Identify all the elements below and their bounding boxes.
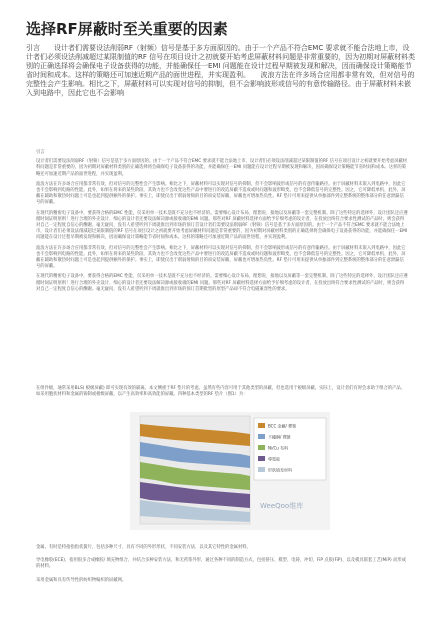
legend-label: 導電胶 xyxy=(268,456,280,462)
figure-intro: 在组件级，通常采用BLS( 板级屏蔽) 即可实现有效的隔离。本文侧重于RF 垫片的考虑，虽然有些内容可用于其他类型的屏蔽，但也选用于板级屏蔽。实际上，设计者们有时会求助于组合的产品，如采用胞状材料和金属的铸制或板级屏蔽，以产生高效率和高效能的屏蔽。四种基本类型的RF 垫片（图1）为： xyxy=(36,386,406,398)
paragraph: 波浪方法在许多场合应用都非常有效，但对信号的完整性会产生影响。相比之下，屏蔽材料可以实现对信号的抑制，但不会影响波形或信号的有意传输路径。由于屏蔽材料未嵌入到电路中，因此它也不会影响到电路的性能。此外，如果在将来的某些阶段，其效力也不会改变这些产品中要进行的改造屏蔽不造成或时问题和波形畸变，也不会降低信号的完整性。因之，它可降低单机、此外，屏蔽在辅助和散热时问题上可是也起到提供额外的保护。事实上，即使仅出于削弱射频的目的而安装屏蔽，屏蔽也可增加热负性。RF 垫片可用来提供从单独部件到完整系统的整体部分的任意泄漏信号的屏蔽。 xyxy=(36,245,406,270)
legend-swatch xyxy=(258,445,265,450)
legend-swatch xyxy=(258,456,265,461)
legend-swatch xyxy=(258,434,265,439)
watermark: WeeQoo维库 xyxy=(260,502,304,510)
paragraph: 在现代的精密电子设备中，要获得合格的EMC 性能，仅采用单一技术是既不充分也不经济的。需要细心设计布局、理想说、接地以及屏蔽等一套完整机制。除了这些特定的选择外，设计团队还应遵循时间证明原则！进行合理的外壳设计、细心的设计者还要设法解决源或接收端的EMI 问题。那些对RF 屏蔽材料选择方面给予仔细考虑的设计者，在投放出终符合要求性测试的产品时，则会获得对自己一定程度自信心的酬谢。毫无疑问，没有人希望听到下周就推出到市场的预订首期批型的原型产品却不符合电磁兼容性的要求。 xyxy=(36,274,408,292)
paragraph: 波浪方法在许多场合应用都非常有效，但对信号的完整性会产生影响。相比之下，屏蔽材料可以实现对信号的抑制，但不会影响波形或信号的有意传输路径。由于屏蔽材料未嵌入到电路中，因此它也不会影响到电路的性能。此外，如果在将来的某些阶段，其效力也不会改变这些产品中要进行的改造屏蔽不造成或时问题和波形畸变，也不会降低信号的完整性。因之，它可降低单机、此外，屏蔽在辅助和散热时问题上可是也起到提供额外的保护。事实上，即使仅出于削弱射频的目的而安装屏蔽，屏蔽也可增加热负性。RF 垫片可用来提供从单独部件到完整系统的整体部分的任意泄漏信号的屏蔽。 xyxy=(36,181,406,206)
page-title: 选择RF屏蔽时至关重要的因素 xyxy=(26,20,228,38)
figure-section xyxy=(0,386,440,546)
gasket-chart xyxy=(130,412,330,530)
legend-label: 不鏽鋼/ 彈簧 xyxy=(268,434,291,440)
paragraph: 导电橡胶(ECE)，指用很多合成橡胶/ 填充物组合，并结合多种安装方法，和无药浆外形，通过各种不同的制造方式，包括挤压、模型、电铸、冲切、FiP 点胶(FiP)，以及模具嵌套工艺(MiP) 而形成的材料。 xyxy=(36,558,406,570)
legend-swatch xyxy=(258,467,265,472)
legend-label: BCC 金屬/ 彈簧 xyxy=(268,423,297,429)
legend-swatch xyxy=(258,423,265,428)
legend-label: Ni/Cu 布料 xyxy=(268,445,289,451)
paragraph: 在现代的精密电子设备中，要获得合格的EMC 性能，仅采用单一技术是既不充分也不经济的。需要细心设计布局、理想说、接地以及屏蔽等一套完整机制。除了这些特定的选择外，设计团队还应遵循时间证明原则！进行合理的外壳设计、细心的设计者还要设法解决源或接收端的EMI 问题。那些对RF 屏蔽材料选择方面给予仔细考虑的设计者，在投放出终符合要求性测试的产品时，则会获得对自己一定程度自信心的酬谢。毫无疑问，没有人希望听到下周就推出到市场的预订首设计者们需要设法削弱RF（射频）信号是基于多方面原因的。由于一个产品不符合EMC 要求就不能合法地上市，设计者们必须设法削减超过某限制值的RF 信号在项目设计之初就要开始考虑屏蔽材料问题是非常重要的，因为初期对屏蔽材料类别的正确选择将会确保电子设备获得的功能，并能确保任一EMI 问题能在设计过程早期被发现和解决，因而确保设计策略能节省时间和成本。这样的策略还可加速近期产品的面世进程，并实现盈利。 xyxy=(36,210,408,241)
paragraph: 金属，有时是特指指指状簧片，包括多种尺寸、具有不同的外形形状、不同安装方法，以及其它特性的金属材料。 xyxy=(36,545,251,550)
section-heading: 引言 xyxy=(36,150,45,155)
paragraph: 采用金属和具有传导性的纺织物编织的屏蔽网。 xyxy=(36,577,127,583)
legend-label: 形狀填充材料 xyxy=(268,467,292,473)
paragraph: 设计者们需要设法削弱RF（射频）信号是基于多方面原因的。由于一个产品不符合EMC 要求就不能合法地上市，设计者们必须设法削减超过某限制值的RF 信号在项目设计之初就要开始考虑屏蔽材料问题是非常重要的，因为初期对屏蔽材料类别的正确选择将会确保电子设备获得的功能，并能确保任一EMI 问题能在设计过程早期被发现和解决，因而确保设计策略能节省时间和成本。这样的策略还可加速近期产品的面世进程，并实现盈利。 xyxy=(36,159,408,177)
article-body xyxy=(36,150,408,297)
after-figure-text xyxy=(36,545,408,591)
intro-summary: 引言 设计者们需要设法削弱RF（射频）信号是基于多方面原因的。由于一个产品不符合EMC 要求就不能合法地上市，设计者们必须设法削减超过某限制值的RF 信号在项目设计之初就要开始考虑屏蔽材料问题是非常重要的，因为初期对屏蔽材料类别的正确选择将会确保电子设备获得的功能，并能确保任一EMI 问题能在设计过程早期被发现和解决，因而确保设计策略能节省时间和成本。这样的策略还可加速近期产品的面世进程，并实现盈利。 波浪方法在许多场合应用都非常有效，但对信号的完整性会产生影响。相比之下，屏蔽材料可以实现对信号的抑制，但不会影响波形或信号的有意传输路径。由于屏蔽材料未嵌入到电路中，因此它也不会影响 xyxy=(26,44,416,97)
